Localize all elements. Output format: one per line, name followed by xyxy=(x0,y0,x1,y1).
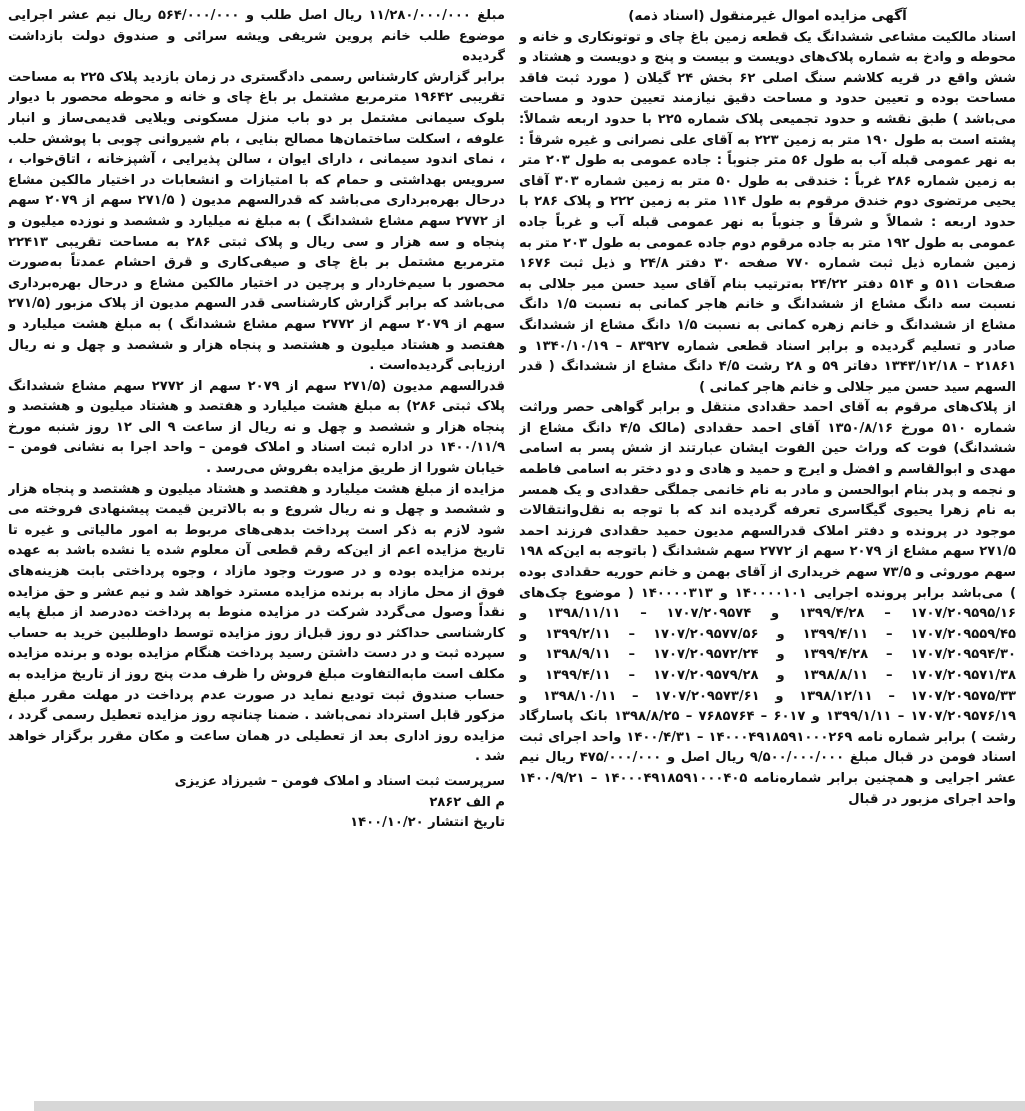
right-paragraph-1: اسناد مالکیت مشاعی ششدانگ یک قطعه زمین باغ چای و توتونکاری و خانه و محوطه و وادخ به شماره پلاک‌های دویست و بیست و پنج و دویست و هشتاد و شش واقع در قریه کلاشم سنگ اصلی ۶۲ بخش ۲۴ گیلان ( مورد ثبت فاقد مساحت بوده و تعیین حدود و مساحت دقیق نیازمند تعیین حدود و مساحت می‌باشد ) طبق نقشه و حدود تجمیعی پلاک شماره ۲۲۵ با حدود اربعه شمالاً: پشته است به طول ۱۹۰ متر به زمین ۲۲۳ به آقای علی نصرانی و غیره شرقاً : به نهر عمومی قبله آب به طول ۵۶ متر جنوباً : جاده عمومی به طول ۲۰۳ متر به زمین شماره ۲۸۶ غرباً : خندقی به طول ۵۰ متر به زمین شماره ۳۰۳ آقای یحیی مرتضوی دوم خندق مرقوم به طول ۱۱۴ متر به زمین ۲۲۲ و پلاک ۲۸۶ با حدود اربعه : شمالاً و شرقاً و جنوباً به نهر عمومی قبله آب و غرباً جاده عمومی به طول ۱۹۲ متر به جاده مرقوم دوم جاده عمومی به طول ۲۰۳ متر به زمین شماره ذیل ثبت شماره ۷۷۰ صفحه ۳۰ دفتر ۲۴/۸ و ذیل ثبت ۱۶۷۶ صفحات ۵۱۱ و ۵۱۴ دفتر ۲۴/۲۲ به‌ترتیب بنام آقای سید حسن میر جلالی به نسبت سه دانگ مشاع از ششدانگ و خانم هاجر کمانی به نسبت ۱/۵ دانگ مشاع از ششدانگ و خانم زهره کمانی به نسبت ۱/۵ دانگ مشاع از ششدانگ صادر و تسلیم گردیده و برابر اسناد قطعی شماره ۸۳۹۲۷ – ۱۳۴۰/۱۰/۱۹ و ۲۱۸۶۱ – ۱۳۴۳/۱۲/۱۸ دفاتر ۵۹ و ۲۸ رشت ۴/۵ دانگ مشاع از ششدانگ ( قدر السهم سید حسن میر جلالی و خانم هاجر کمانی ) xyxy=(519,29,1016,395)
right-paragraph-2: از پلاک‌های مرقوم به آقای احمد حقدادی منتقل و برابر گواهی حصر وراثت شماره ۵۱۰ مورخ ۱۳۵۰/۸/۱۶ آقای احمد حقدادی (مالک ۴/۵ دانگ مشاع از ششدانگ) فوت که وراث حین الفوت ایشان عبارتند از شش پسر به اسامی مهدی و ابوالقاسم و افضل و ایرج و حمید و هادی و دو دختر به اسامی فاطمه و نجمه و پدر بنام ابوالحسن و مادر به نام خانمی جملگی حقدادی و یک همسر به نام زهرا یحیوی گیگاسری تعرفه گردیده اند که با توجه به نقل‌وانتقالات موجود در پرونده و دفتر املاک قدرالسهم مدیون حمید حقدادی فرزند احمد ۲۷۱/۵ سهم مشاع از ۲۰۷۹ سهم از ۲۷۷۲ سهم ششدانگ ( باتوجه به این‌که ۱۹۸ سهم موروثی و ۷۳/۵ سهم خریداری از آقای بهمن و خانم حوریه حقدادی بوده ) می‌باشد برابر پرونده اجرایی ۱۴۰۰۰۰۱۰۱ و ۱۴۰۰۰۰۳۱۳ ( موضوع چک‌های ۱۷۰۷/۲۰۹۵۹۵/۱۶ – ۱۳۹۹/۴/۲۸ و ۱۷۰۷/۲۰۹۵۷۴ – ۱۳۹۸/۱۱/۱۱ و ۱۷۰۷/۲۰۹۵۵۹/۴۵ – ۱۳۹۹/۴/۱۱ و ۱۷۰۷/۲۰۹۵۷۷/۵۶ – ۱۳۹۹/۲/۱۱ و ۱۷۰۷/۲۰۹۵۹۴/۳۰ – ۱۳۹۹/۴/۲۸ و ۱۷۰۷/۲۰۹۵۷۲/۲۴ – ۱۳۹۸/۹/۱۱ و ۱۷۰۷/۲۰۹۵۷۱/۳۸ – ۱۳۹۸/۸/۱۱ و ۱۷۰۷/۲۰۹۵۷۹/۲۸ – ۱۳۹۹/۴/۱۱ و ۱۷۰۷/۲۰۹۵۷۵/۳۳ – ۱۳۹۸/۱۲/۱۱ و ۱۷۰۷/۲۰۹۵۷۳/۶۱ – ۱۳۹۸/۱۰/۱۱ و ۱۷۰۷/۲۰۹۵۷۶/۱۹ – ۱۳۹۹/۱/۱۱ و ۶۰۱۷ – ۷۶۸۵۷۶۴ – ۱۳۹۸/۸/۲۵ بانک پاسارگاد رشت ) برابر شماره نامه ۱۴۰۰۰۴۹۱۸۵۹۱۰۰۰۲۶۹ – ۱۴۰۰/۴/۳۱ واحد اجرای ثبت اسناد فومن در قبال مبلغ ۹/۵۰۰/۰۰۰/۰۰۰ ریال اصل و ۴۷۵/۰۰۰/۰۰۰ ریال نیم عشر اجرایی و همچنین برابر شماره‌نامه ۱۴۰۰۰۴۹۱۸۵۹۱۰۰۰۴۰۵ – ۱۴۰۰/۹/۲۱ واحد اجرای مزبور در قبال xyxy=(519,400,1016,807)
bottom-divider xyxy=(34,1101,1025,1111)
notice-title: آگهی مزایده اموال غیرمنقول (اسناد ذمه) xyxy=(628,8,907,24)
left-column xyxy=(8,6,505,1094)
left-paragraph-4: مزایده از مبلغ هشت میلیارد و هفتصد و هشتاد میلیون و هشتصد و پنجاه هزار و ششصد و چهل و نه ریال شروع و به بالاترین قیمت پیشنهادی فروخته می شود لازم به ذکر است پرداخت بدهی‌های مربوط به امور مالیاتی و غیره تا تاریخ مزایده اعم از این‌که رقم قطعی آن معلوم شده یا نشده باشد به عهده برنده مزایده بوده و در صورت وجود مازاد ، وجوه پرداختی بابت هزینه‌های فوق از محل مازاد به برنده مزایده مسترد خواهد شد و نیم عشر و حق مزایده نقداً وصول می‌گردد شرکت در مزایده منوط به پرداخت ده‌درصد از مبلغ پایه کارشناسی حداکثر دو روز قبل‌از روز مزایده توسط داوطلبین خرید به حساب سپرده ثبت و در دست داشتن رسید پرداخت هنگام مزایده بوده و برنده مزایده مکلف است مابه‌التفاوت مبلغ فروش را ظرف مدت پنج روز از تاریخ مزایده به حساب صندوق ثبت تودیع نماید در صورت عدم پرداخت در مهلت مقرر مبلغ مزکور قابل استرداد نمی‌باشد . ضمنا چنانچه روز مزایده تعطیل رسمی گردد ، مزایده روز اداری بعد از تعطیلی در همان ساعت و مکان مقرر برگزار خواهد شد . xyxy=(8,481,505,765)
left-paragraph-2: برابر گزارش کارشناس رسمی دادگستری در زمان بازدید پلاک ۲۲۵ به مساحت تقریبی ۱۹۶۴۲ مترمربع مشتمل بر باغ چای و خانه و محوطه محصور با دیوار بلوک سیمانی مشتمل بر دو باب منزل مسکونی ویلایی قدیمی‌ساز و انبار علوفه ، اسکلت ساختمان‌ها مصالح بنایی ، بام شیروانی چوبی با پوشش حلب ، نمای اندود سیمانی ، دارای ایوان ، سالن پذیرایی ، آشپزخانه ، اتاق‌خواب ، سرویس بهداشتی و حمام که با امتیازات و انشعابات در اختیار مالکین مشاع درحال بهره‌برداری می‌باشد که قدرالسهم مدیون ( ۲۷۱/۵ سهم از ۲۰۷۹ سهم از ۲۷۷۲ سهم مشاع ششدانگ ) به مبلغ نه میلیارد و ششصد و نوزده میلیون و پنجاه و سه هزار و سی ریال و پلاک ثبتی ۲۸۶ به مساحت تقریبی ۲۲۴۱۳ مترمربع مشتمل بر باغ چای و صیفی‌کاری و قرق احشام عمدتاً به‌صورت محصور با سیم‌خاردار و پرچین در اختیار مالکین مشاع و درحال بهره‌برداری می‌باشد که برابر گزارش کارشناسی قدر السهم مدیون از پلاک مزبور (۲۷۱/۵ سهم از ۲۰۷۹ سهم از ۲۷۷۲ سهم مشاع ششدانگ ) به مبلغ هشت میلیارد و هفتصد و هشتاد میلیون و هشتصد و پنجاه هزار و ششصد و چهل و نه ریال ارزیابی گردیده‌است . xyxy=(8,69,505,374)
left-paragraph-1: مبلغ ۱۱/۲۸۰/۰۰۰/۰۰۰ ریال اصل طلب و ۵۶۴/۰۰۰/۰۰۰ ریال نیم عشر اجرایی موضوع طلب خانم پروین شریفی ویشه سرائی و صندوق دولت بازداشت گردیده xyxy=(8,8,505,65)
signature-code: م الف ۲۸۶۲ xyxy=(429,794,505,810)
publish-date: تاریخ انتشار ۱۴۰۰/۱۰/۲۰ xyxy=(350,815,505,831)
notice-columns xyxy=(8,6,1017,1094)
right-column xyxy=(519,6,1016,1094)
signature-author: سرپرست ثبت اسناد و املاک فومن – شیرزاد عزیزی xyxy=(174,773,505,789)
left-paragraph-3: قدرالسهم مدیون (۲۷۱/۵ سهم از ۲۰۷۹ سهم از ۲۷۷۲ سهم مشاع ششدانگ پلاک ثبتی ۲۸۶) به مبلغ هشت میلیارد و هفتصد و هشتاد میلیون و هشتصد و پنجاه هزار و ششصد و چهل و نه ریال از ساعت ۹ الی ۱۲ روز شنبه مورخ ۱۴۰۰/۱۱/۹ در اداره ثبت اسناد و املاک فومن – واحد اجرا به نشانی فومن – خیابان شورا از طریق مزایده بفروش می‌رسد . xyxy=(8,378,505,477)
signature-block xyxy=(8,772,505,834)
